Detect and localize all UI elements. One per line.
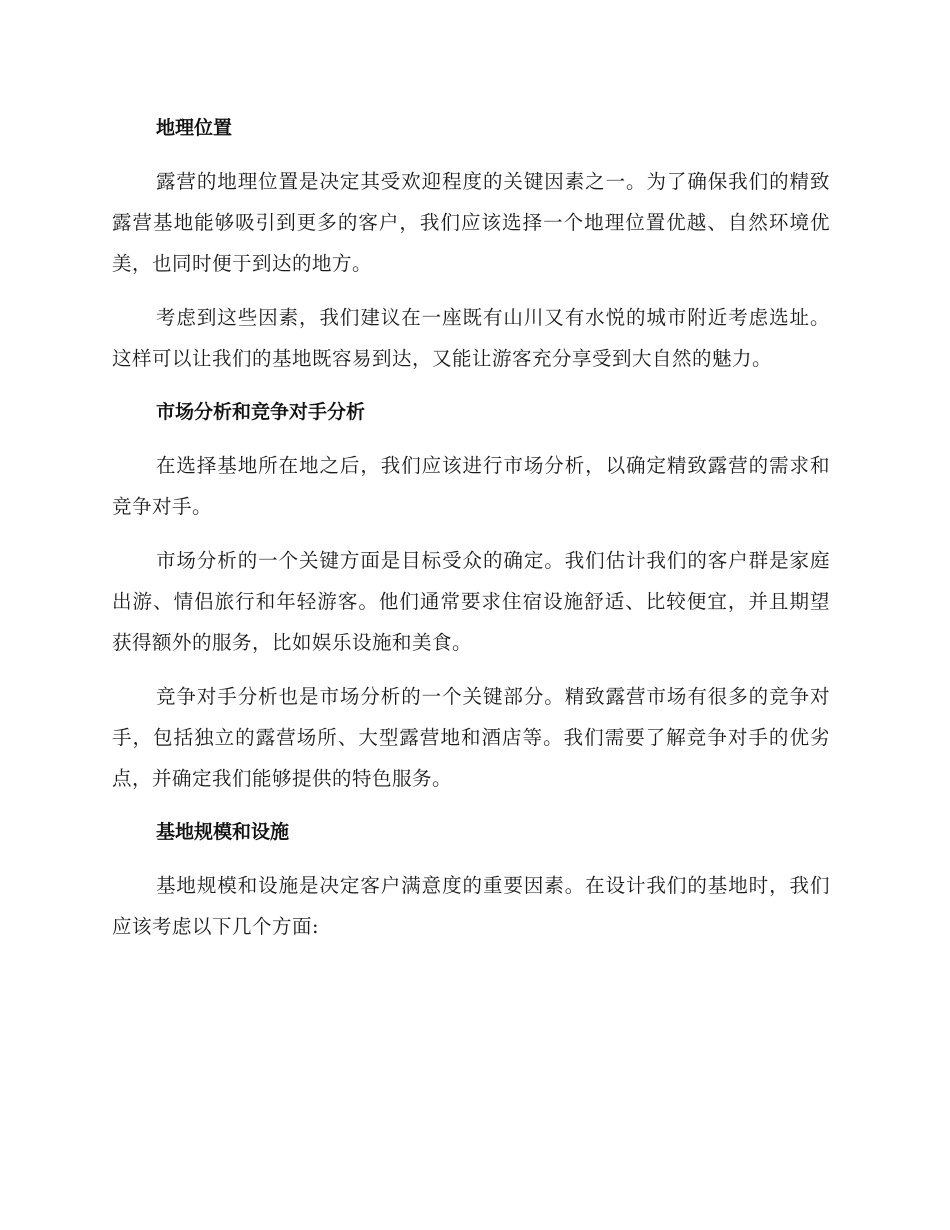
section-heading: 地理位置 — [156, 117, 233, 139]
section-location — [112, 108, 830, 379]
section-heading: 市场分析和竞争对手分析 — [156, 401, 366, 423]
document-body — [112, 108, 830, 960]
paragraph: 基地规模和设施是决定客户满意度的重要因素。在设计我们的基地时，我们应该考虑以下几个方面: — [112, 874, 830, 938]
section-scale-facilities — [112, 812, 830, 947]
section-heading: 基地规模和设施 — [156, 821, 290, 843]
paragraph: 竞争对手分析也是市场分析的一个关键部分。精致露营市场有很多的竞争对手，包括独立的露营场所、大型露营地和酒店等。我们需要了解竞争对手的优劣点，并确定我们能够提供的特色服务。 — [112, 685, 830, 790]
paragraph: 考虑到这些因素，我们建议在一座既有山川又有水悦的城市附近考虑选址。这样可以让我们的基地既容易到达，又能让游客充分享受到大自然的魅力。 — [112, 306, 830, 370]
paragraph: 市场分析的一个关键方面是目标受众的确定。我们估计我们的客户群是家庭出游、情侣旅行和年轻游客。他们通常要求住宿设施舒适、比较便宜，并且期望获得额外的服务，比如娱乐设施和美食。 — [112, 549, 830, 654]
paragraph: 露营的地理位置是决定其受欢迎程度的关键因素之一。为了确保我们的精致露营基地能够吸引到更多的客户，我们应该选择一个地理位置优越、自然环境优美，也同时便于到达的地方。 — [112, 170, 830, 275]
section-market-analysis — [112, 392, 830, 799]
paragraph: 在选择基地所在地之后，我们应该进行市场分析，以确定精致露营的需求和竞争对手。 — [112, 454, 830, 518]
